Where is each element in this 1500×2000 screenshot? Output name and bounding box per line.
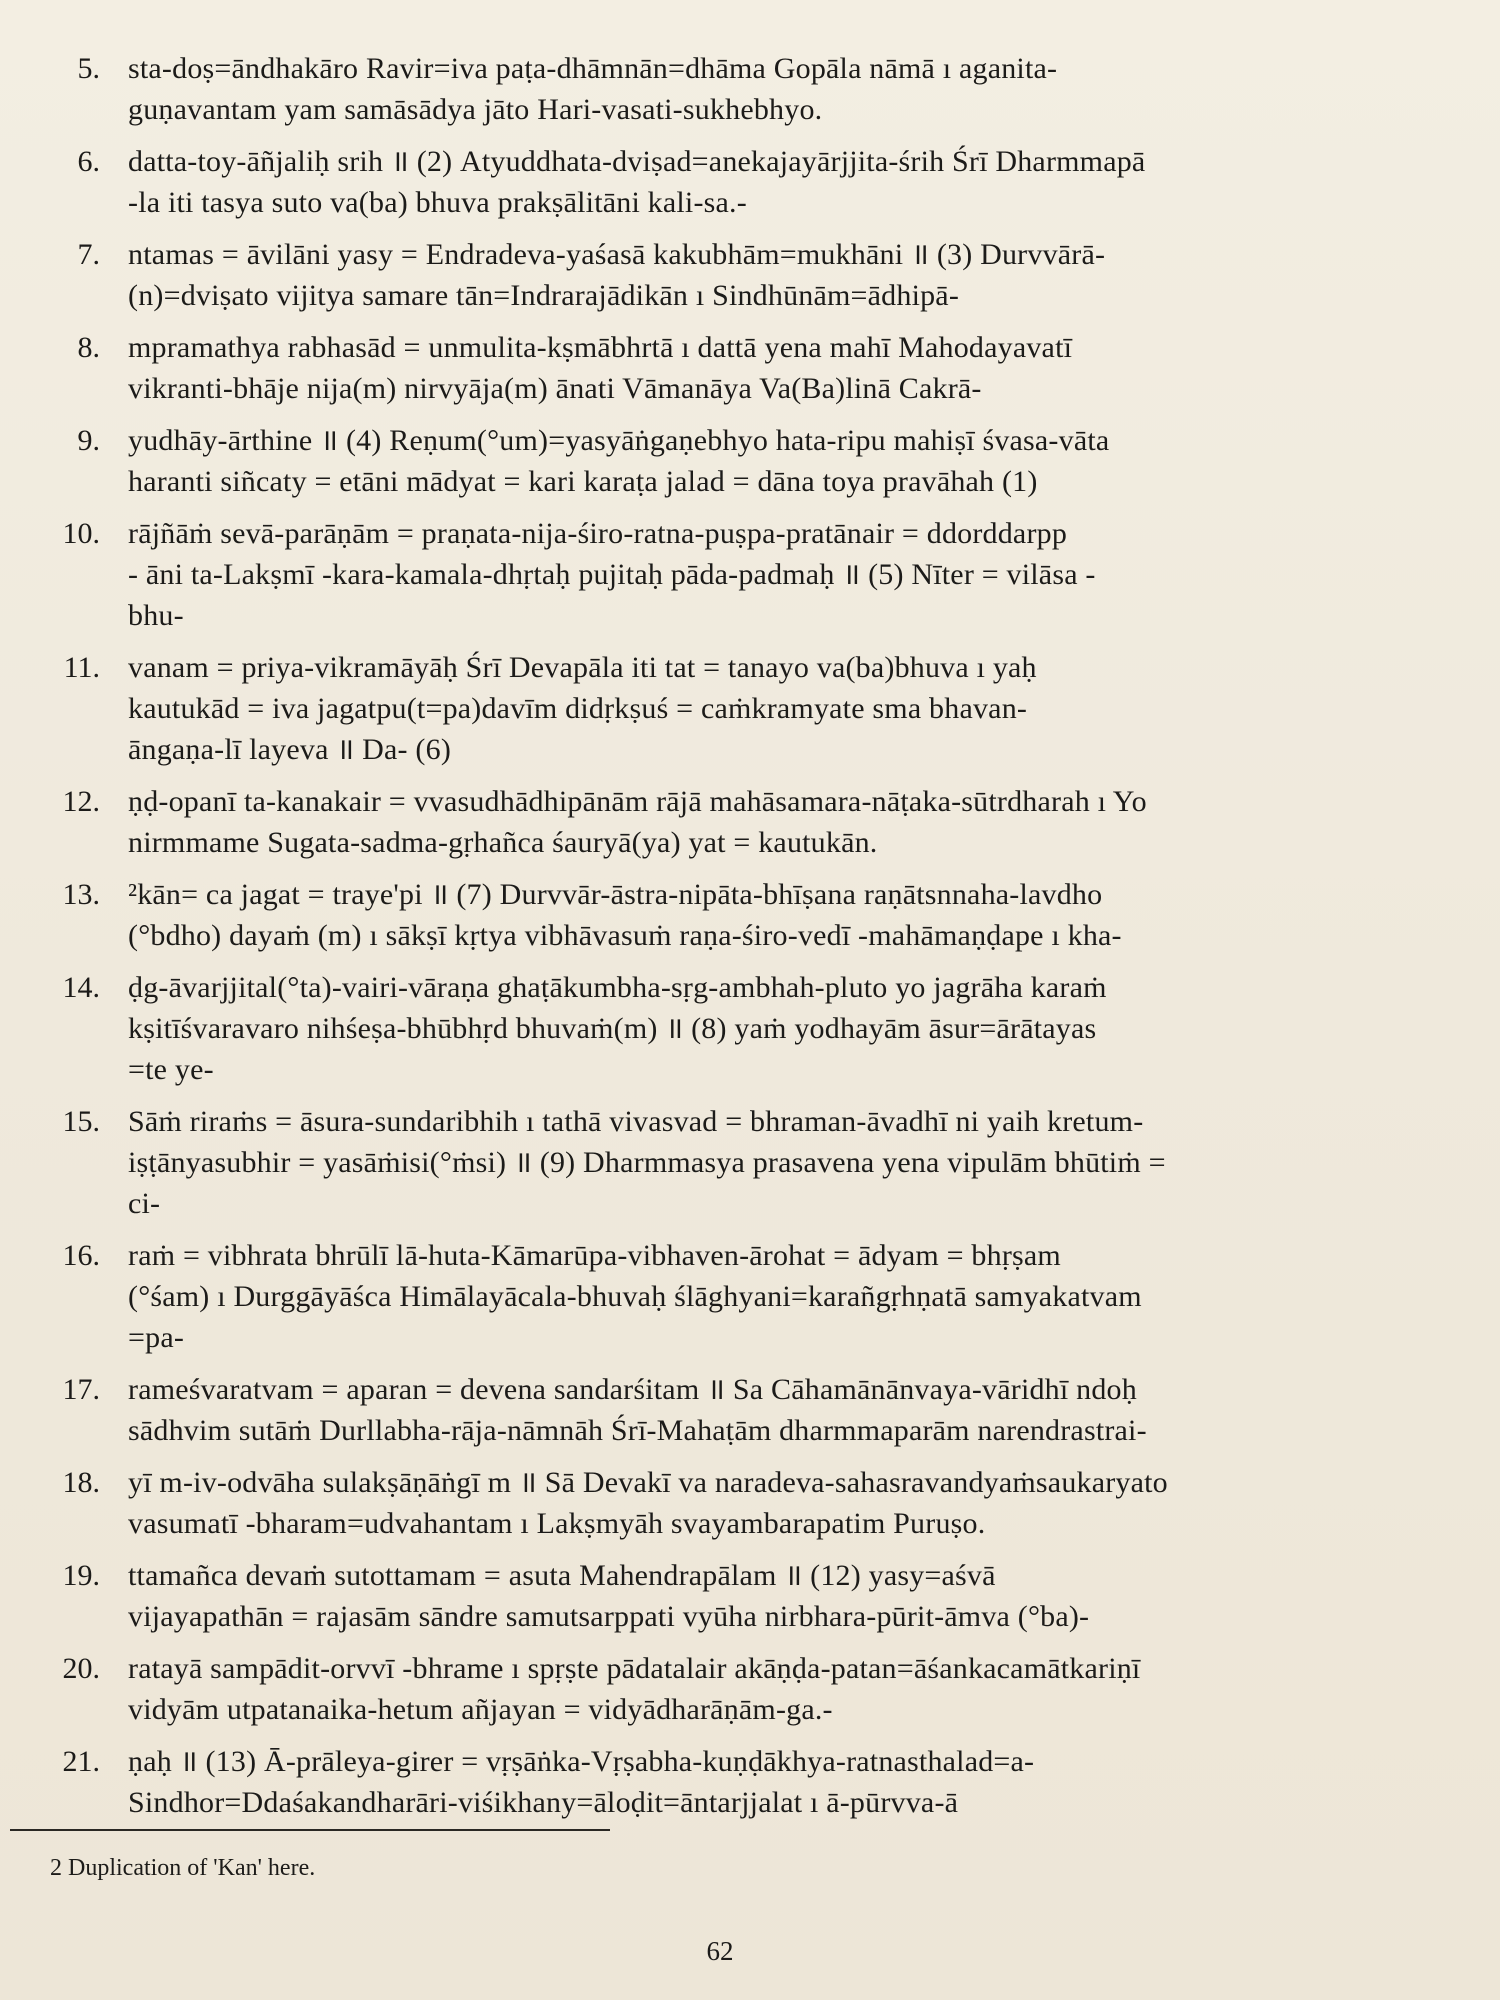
verse-row [40, 513, 1440, 636]
verse-line: ṇaḥ ॥ (13) Ā-prāleya-girer = vṛṣāṅka-Vṛṣabha-kuṇḍākhya-ratnasthalad=a- [128, 1745, 1035, 1778]
verse-line: ṇḍ-opanī ta-kanakair = vvasudhādhipānām rājā mahāsamara-nāṭaka-sūtrdharah ı Yo [128, 785, 1147, 818]
verse-text [128, 1235, 1440, 1358]
verse-line: vijayapathān = rajasām sāndre samutsarppati vyūha nirbhara-pūrit-āmva (°ba)- [128, 1600, 1090, 1633]
verse-row [40, 420, 1440, 502]
verse-number: 20. [62, 1652, 100, 1685]
verse-line: sta-doṣ=āndhakāro Ravir=iva paṭa-dhāmnān=dhāma Gopāla nāmā ı aganita- [128, 52, 1058, 85]
verse-text [128, 48, 1440, 130]
verse-number: 18. [62, 1466, 100, 1499]
verse-row [40, 647, 1440, 770]
verse-number: 11. [63, 651, 100, 684]
verse-line: vikranti-bhāje nija(m) nirvyāja(m) ānati Vāmanāya Va(Ba)linā Cakrā- [128, 372, 982, 405]
verse-row [40, 781, 1440, 863]
verse-line: rameśvaratvam = aparan = devena sandarśitam ॥ Sa Cāhamānānvaya-vāridhī ndoḥ [128, 1373, 1137, 1406]
verse-text [128, 327, 1440, 409]
verse-text [128, 1555, 1440, 1637]
verse-number: 10. [62, 517, 100, 550]
verse-text [128, 1648, 1440, 1730]
verse-line: ²kān= ca jagat = traye'pi ॥ (7) Durvvār-āstra-nipāta-bhīṣana raṇātsnnaha-lavdho [128, 878, 1103, 911]
verse-line: vidyām utpatanaika-hetum añjayan = vidyādharāṇām-ga.- [128, 1693, 833, 1726]
verse-row [40, 1741, 1440, 1823]
verse-line: bhu- [128, 599, 184, 632]
verse-line: -la iti tasya suto va(ba) bhuva prakṣālitāni kali-sa.- [128, 186, 747, 219]
verse-line: ntamas = āvilāni yasy = Endradeva-yaśasā kakubhām=mukhāni ॥ (3) Durvvārā- [128, 238, 1106, 271]
verse-line: kṣitīśvaravaro nihśeṣa-bhūbhṛd bhuvaṁ(m) ॥ (8) yaṁ yodhayām āsur=ārātayas [128, 1012, 1097, 1045]
verse-line: iṣṭānyasubhir = yasāṁisi(°ṁsi) ॥ (9) Dharmmasya prasavena yena vipulām bhūtiṁ = [128, 1146, 1166, 1179]
footnote: 2 Duplication of 'Kan' here. [50, 1855, 316, 1881]
verse-line: mpramathya rabhasād = unmulita-kṣmābhrtā ı dattā yena mahī Mahodayavatī [128, 331, 1073, 364]
verse-row [40, 874, 1440, 956]
verse-line: raṁ = vibhrata bhrūlī lā-huta-Kāmarūpa-vibhaven-ārohat = ādyam = bhṛṣam [128, 1239, 1061, 1272]
verse-line: haranti siñcaty = etāni mādyat = kari karaṭa jalad = dāna toya pravāhah (1) [128, 465, 1038, 498]
verse-line: kautukād = iva jagatpu(t=pa)davīm didṛkṣuś = caṁkramyate sma bhavan- [128, 692, 1028, 725]
verse-line: rājñāṁ sevā-parāṇām = praṇata-nija-śiro-ratna-puṣpa-pratānair = ddorddarpp [128, 517, 1068, 550]
verse-row [40, 234, 1440, 316]
verse-line: Sindhor=Ddaśakandharāri-viśikhany=āloḍit=āntarjjalat ı ā-pūrvva-ā [128, 1786, 959, 1819]
verse-text [128, 141, 1440, 223]
verse-line: nirmmame Sugata-sadma-gṛhañca śauryā(ya) yat = kautukān. [128, 826, 878, 859]
verse-text [128, 513, 1440, 636]
verse-number: 15. [62, 1105, 100, 1138]
verse-row [40, 1369, 1440, 1451]
verse-text [128, 1101, 1440, 1224]
verse-text [128, 874, 1440, 956]
verse-line: sādhvim sutāṁ Durllabha-rāja-nāmnāh Śrī-Mahaṭām dharmmaparām narendrastrai- [128, 1414, 1147, 1447]
verse-text [128, 967, 1440, 1090]
verse-number: 14. [62, 971, 100, 1004]
verse-line: (°bdho) dayaṁ (m) ı sākṣī kṛtya vibhāvasuṁ raṇa-śiro-vedī -mahāmaṇḍape ı kha- [128, 919, 1122, 952]
verse-text [128, 234, 1440, 316]
verse-line: Sāṁ riraṁs = āsura-sundaribhih ı tathā vivasvad = bhraman-āvadhī ni yaih kretum- [128, 1105, 1144, 1138]
verse-list [40, 48, 1440, 1834]
verse-line: ci- [128, 1187, 161, 1220]
verse-row [40, 1235, 1440, 1358]
verse-row [40, 1101, 1440, 1224]
verse-line: ḍg-āvarjjital(°ta)-vairi-vāraṇa ghaṭākumbha-sṛg-ambhah-pluto yo jagrāha karaṁ [128, 971, 1107, 1004]
verse-number: 12. [62, 785, 100, 818]
verse-line: datta-toy-āñjaliḥ srih ॥ (2) Atyuddhata-dviṣad=anekajayārjjita-śrih Śrī Dharmmapā [128, 145, 1146, 178]
verse-row [40, 1462, 1440, 1544]
verse-line: ttamañca devaṁ sutottamam = asuta Mahendrapālam ॥ (12) yasy=aśvā [128, 1559, 996, 1592]
verse-text [128, 1369, 1440, 1451]
verse-row [40, 141, 1440, 223]
verse-number: 17. [62, 1373, 100, 1406]
verse-text [128, 1741, 1440, 1823]
verse-line: - āni ta-Lakṣmī -kara-kamala-dhṛtaḥ pujitaḥ pāda-padmaḥ ॥ (5) Nīter = vilāsa - [128, 558, 1096, 591]
verse-number: 19. [62, 1559, 100, 1592]
verse-line: =pa- [128, 1321, 185, 1354]
footnote-divider [10, 1829, 610, 1831]
verse-number: 5. [77, 52, 100, 85]
verse-line: yī m-iv-odvāha sulakṣāṇāṅgī m ॥ Sā Devakī va naradeva-sahasravandyaṁsaukaryato [128, 1466, 1168, 1499]
verse-text [128, 781, 1440, 863]
verse-row [40, 48, 1440, 130]
verse-row [40, 1648, 1440, 1730]
verse-line: (n)=dviṣato vijitya samare tān=Indrarajādikān ı Sindhūnām=ādhipā- [128, 279, 960, 312]
verse-number: 16. [62, 1239, 100, 1272]
verse-line: (°śam) ı Durggāyāśca Himālayācala-bhuvaḥ ślāghyani=karañgṛhṇatā samyakatvam [128, 1280, 1142, 1313]
verse-line: vanam = priya-vikramāyāḥ Śrī Devapāla iti tat = tanayo va(ba)bhuva ı yaḥ [128, 651, 1037, 684]
verse-text [128, 420, 1440, 502]
verse-row [40, 1555, 1440, 1637]
verse-number: 21. [62, 1745, 100, 1778]
verse-line: guṇavantam yam samāsādya jāto Hari-vasati-sukhebhyo. [128, 93, 823, 126]
verse-number: 6. [77, 145, 100, 178]
verse-line: =te ye- [128, 1053, 214, 1086]
verse-number: 8. [77, 331, 100, 364]
verse-row [40, 967, 1440, 1090]
verse-text [128, 647, 1440, 770]
verse-line: yudhāy-ārthine ॥ (4) Reṇum(°um)=yasyāṅgaṇebhyo hata-ripu mahiṣī śvasa-vāta [128, 424, 1110, 457]
verse-row [40, 327, 1440, 409]
verse-line: vasumatī -bharam=udvahantam ı Lakṣmyāh svayambarapatim Puruṣo. [128, 1507, 986, 1540]
verse-number: 9. [77, 424, 100, 457]
verse-number: 13. [62, 878, 100, 911]
verse-number: 7. [77, 238, 100, 271]
page-number: 62 [706, 1936, 734, 1966]
verse-line: āngaṇa-lī layeva ॥ Da- (6) [128, 733, 452, 766]
verse-line: ratayā sampādit-orvvī -bhrame ı spṛṣte pādatalair akāṇḍa-patan=āśankacamātkariṇī [128, 1652, 1141, 1685]
verse-text [128, 1462, 1440, 1544]
